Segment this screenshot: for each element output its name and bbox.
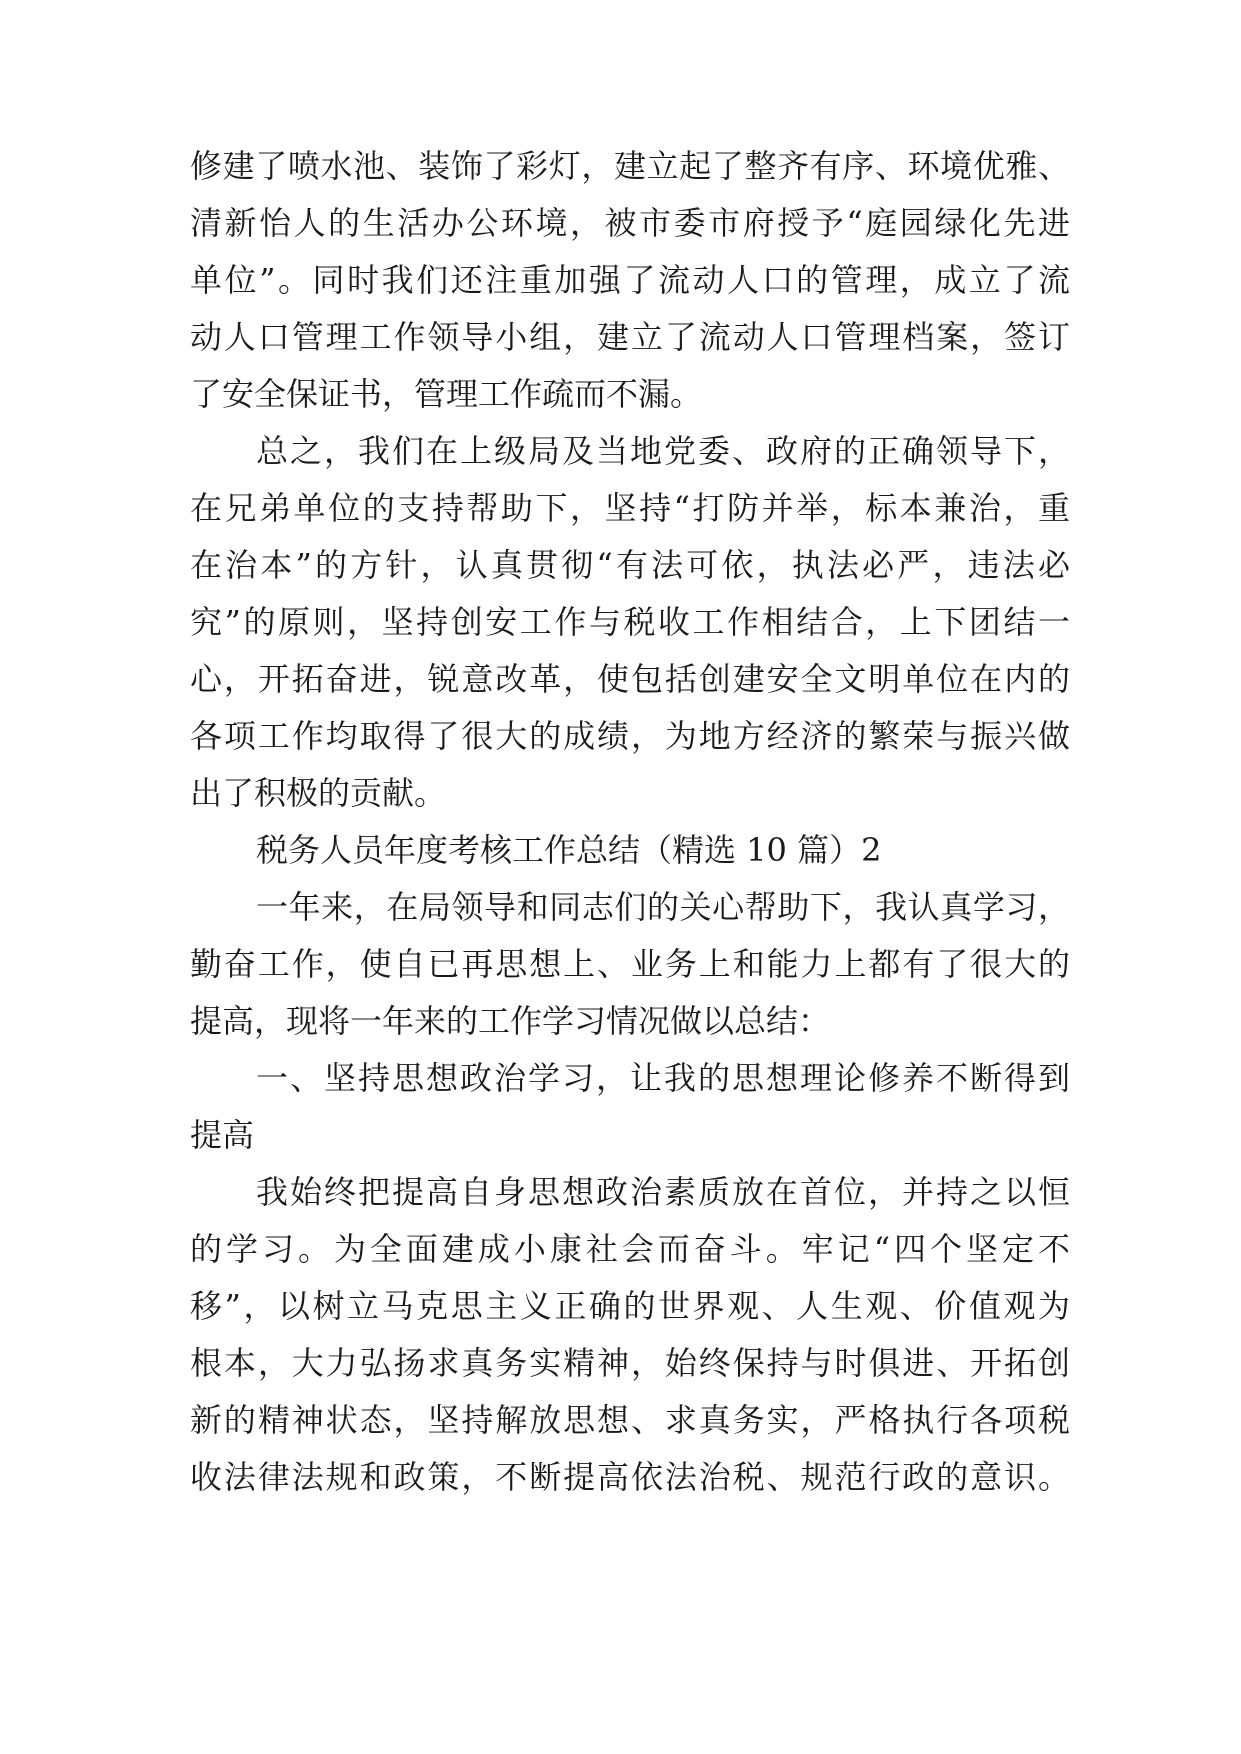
paragraph-line: 勤奋工作，使自已再思想上、业务上和能力上都有了很大的 [190, 945, 1070, 983]
paragraph-line: 新的精神状态，坚持解放思想、求真务实，严格执行各项税 [190, 1401, 1070, 1439]
subheading-line: 提高 [190, 1116, 255, 1154]
paragraph-line: 在治本”的方针，认真贯彻“有法可依，执法必严，违法必 [190, 546, 1070, 584]
subheading-line: 一、坚持思想政治学习，让我的思想理论修养不断得到 [256, 1059, 1070, 1097]
paragraph-line: 出了积极的贡献。 [190, 774, 447, 812]
paragraph-line: 在兄弟单位的支持帮助下，坚持“打防并举，标本兼治，重 [190, 489, 1070, 527]
paragraph-line: 心，开拓奋进，锐意改革，使包括创建安全文明单位在内的 [190, 660, 1070, 698]
paragraph-line: 移”，以树立马克思主义正确的世界观、人生观、价值观为 [190, 1287, 1070, 1325]
paragraph-line: 收法律法规和政策，不断提高依法治税、规范行政的意识。 [190, 1458, 1070, 1496]
section-heading: 税务人员年度考核工作总结（精选 10 篇）2 [256, 831, 882, 869]
paragraph-line: 一年来，在局领导和同志们的关心帮助下，我认真学习， [256, 888, 1070, 926]
paragraph-line: 了安全保证书，管理工作疏而不漏。 [190, 375, 703, 413]
paragraph-line: 总之，我们在上级局及当地党委、政府的正确领导下， [256, 432, 1070, 470]
paragraph-line: 清新怡人的生活办公环境，被市委市府授予“庭园绿化先进 [190, 204, 1070, 242]
paragraph-line: 各项工作均取得了很大的成绩，为地方经济的繁荣与振兴做 [190, 717, 1070, 755]
paragraph-line: 的学习。为全面建成小康社会而奋斗。牢记“四个坚定不 [190, 1230, 1070, 1268]
paragraph-line: 究”的原则，坚持创安工作与税收工作相结合，上下团结一 [190, 603, 1070, 641]
paragraph-line: 提高，现将一年来的工作学习情况做以总结： [190, 1002, 831, 1040]
paragraph-line: 单位”。同时我们还注重加强了流动人口的管理，成立了流 [190, 261, 1070, 299]
paragraph-line: 我始终把提高自身思想政治素质放在首位，并持之以恒 [256, 1173, 1070, 1211]
paragraph-line: 根本，大力弘扬求真务实精神，始终保持与时俱进、开拓创 [190, 1344, 1070, 1382]
paragraph-line: 修建了喷水池、装饰了彩灯，建立起了整齐有序、环境优雅、 [190, 147, 1070, 185]
paragraph-line: 动人口管理工作领导小组，建立了流动人口管理档案，签订 [190, 318, 1070, 356]
